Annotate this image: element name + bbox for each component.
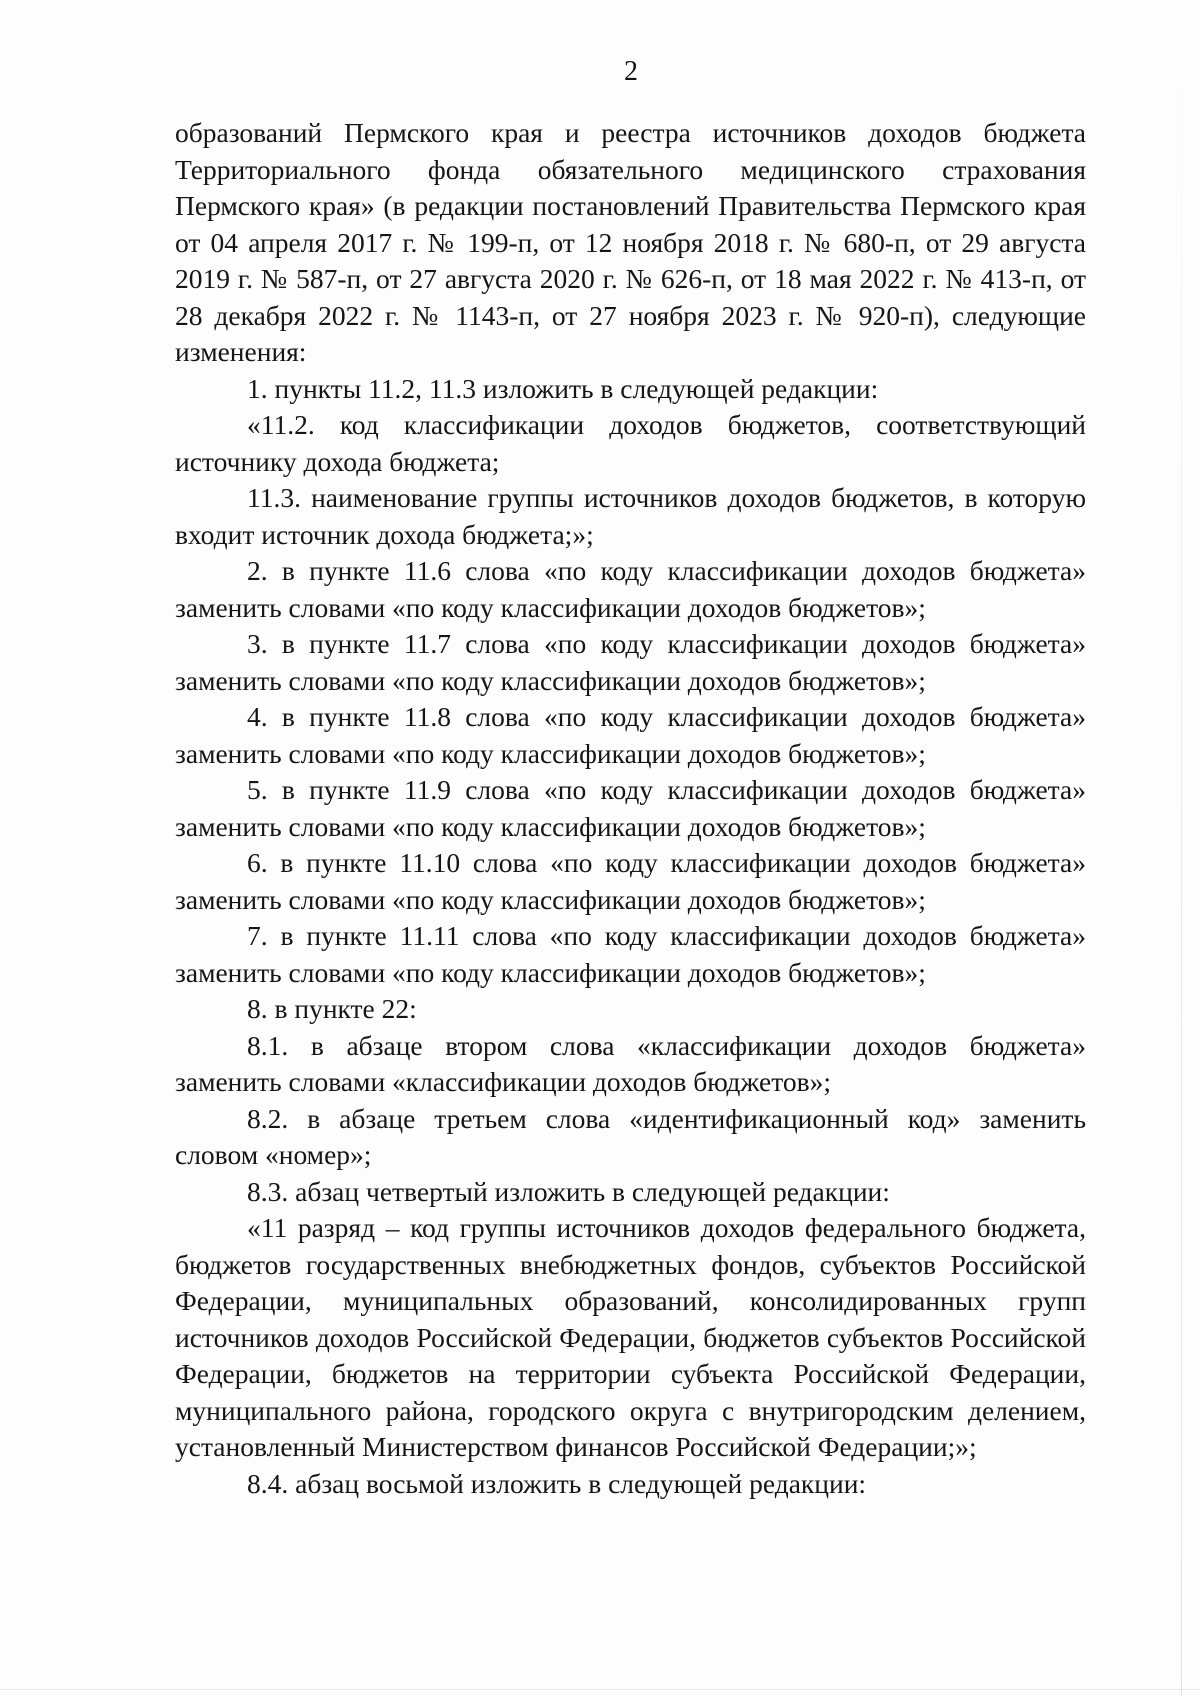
paragraph-item-7: 7. в пункте 11.11 слова «по коду классификации доходов бюджета» заменить словами «по коду классификации доходов бюджетов»; (175, 920, 1086, 988)
paragraph-item-1: 1. пункты 11.2, 11.3 изложить в следующей редакции: (247, 372, 879, 404)
scan-edge-line (1181, 0, 1182, 1696)
paragraph-intro: образований Пермского края и реестра источников доходов бюджета Территориального фонда обязательного медицинского страхования Пермского края» (в редакции постановлений Правительства Пермского края от 04 апреля 2017 г. № 199-п, от 12 ноября 2018 г. № 680-п, от 29 августа 2019 г. № 587-п, от 27 августа 2020 г. № 626-п, от 18 мая 2022 г. № 413-п, от 28 декабря 2022 г. № 1143-п, от 27 ноября 2023 г. № 920-п), следующие изменения: (175, 117, 1086, 367)
paragraph-item-11-2: «11.2. код классификации доходов бюджетов, соответствующий источнику дохода бюджета; (175, 409, 1086, 477)
page-number: 2 (624, 56, 638, 87)
paragraph-item-8-2: 8.2. в абзаце третьем слова «идентификационный код» заменить словом «номер»; (175, 1102, 1086, 1170)
paragraph-item-8-4: 8.4. абзац восьмой изложить в следующей редакции: (247, 1467, 867, 1499)
document-body (175, 115, 1086, 1502)
paragraph-quote-11-digit: «11 разряд – код группы источников доходов федерального бюджета, бюджетов государственных внебюджетных фондов, субъектов Российской Федерации, муниципальных образований, консолидированных групп источников доходов Российской Федерации, бюджетов субъектов Российской Федерации, бюджетов на территории субъекта Российской Федерации, муниципального района, городского округа с внутригородским делением, установленный Министерством финансов Российской Федерации;»; (175, 1212, 1086, 1462)
paragraph-item-3: 3. в пункте 11.7 слова «по коду классификации доходов бюджета» заменить словами «по коду классификации доходов бюджетов»; (175, 628, 1086, 696)
paragraph-item-11-3: 11.3. наименование группы источников доходов бюджетов, в которую входит источник дохода бюджета;»; (175, 482, 1086, 550)
paragraph-item-8: 8. в пункте 22: (247, 993, 417, 1024)
scan-bottom-line (0, 1689, 1200, 1690)
paragraph-item-5: 5. в пункте 11.9 слова «по коду классификации доходов бюджета» заменить словами «по коду классификации доходов бюджетов»; (175, 774, 1086, 842)
paragraph-item-4: 4. в пункте 11.8 слова «по коду классификации доходов бюджета» заменить словами «по коду классификации доходов бюджетов»; (175, 701, 1086, 769)
paragraph-item-6: 6. в пункте 11.10 слова «по коду классификации доходов бюджета» заменить словами «по коду классификации доходов бюджетов»; (175, 847, 1086, 915)
paragraph-item-8-3: 8.3. абзац четвертый изложить в следующей редакции: (247, 1175, 890, 1207)
paragraph-item-8-1: 8.1. в абзаце втором слова «классификации доходов бюджета» заменить словами «классификации доходов бюджетов»; (175, 1029, 1086, 1097)
paragraph-item-2: 2. в пункте 11.6 слова «по коду классификации доходов бюджета» заменить словами «по коду классификации доходов бюджетов»; (175, 555, 1086, 623)
